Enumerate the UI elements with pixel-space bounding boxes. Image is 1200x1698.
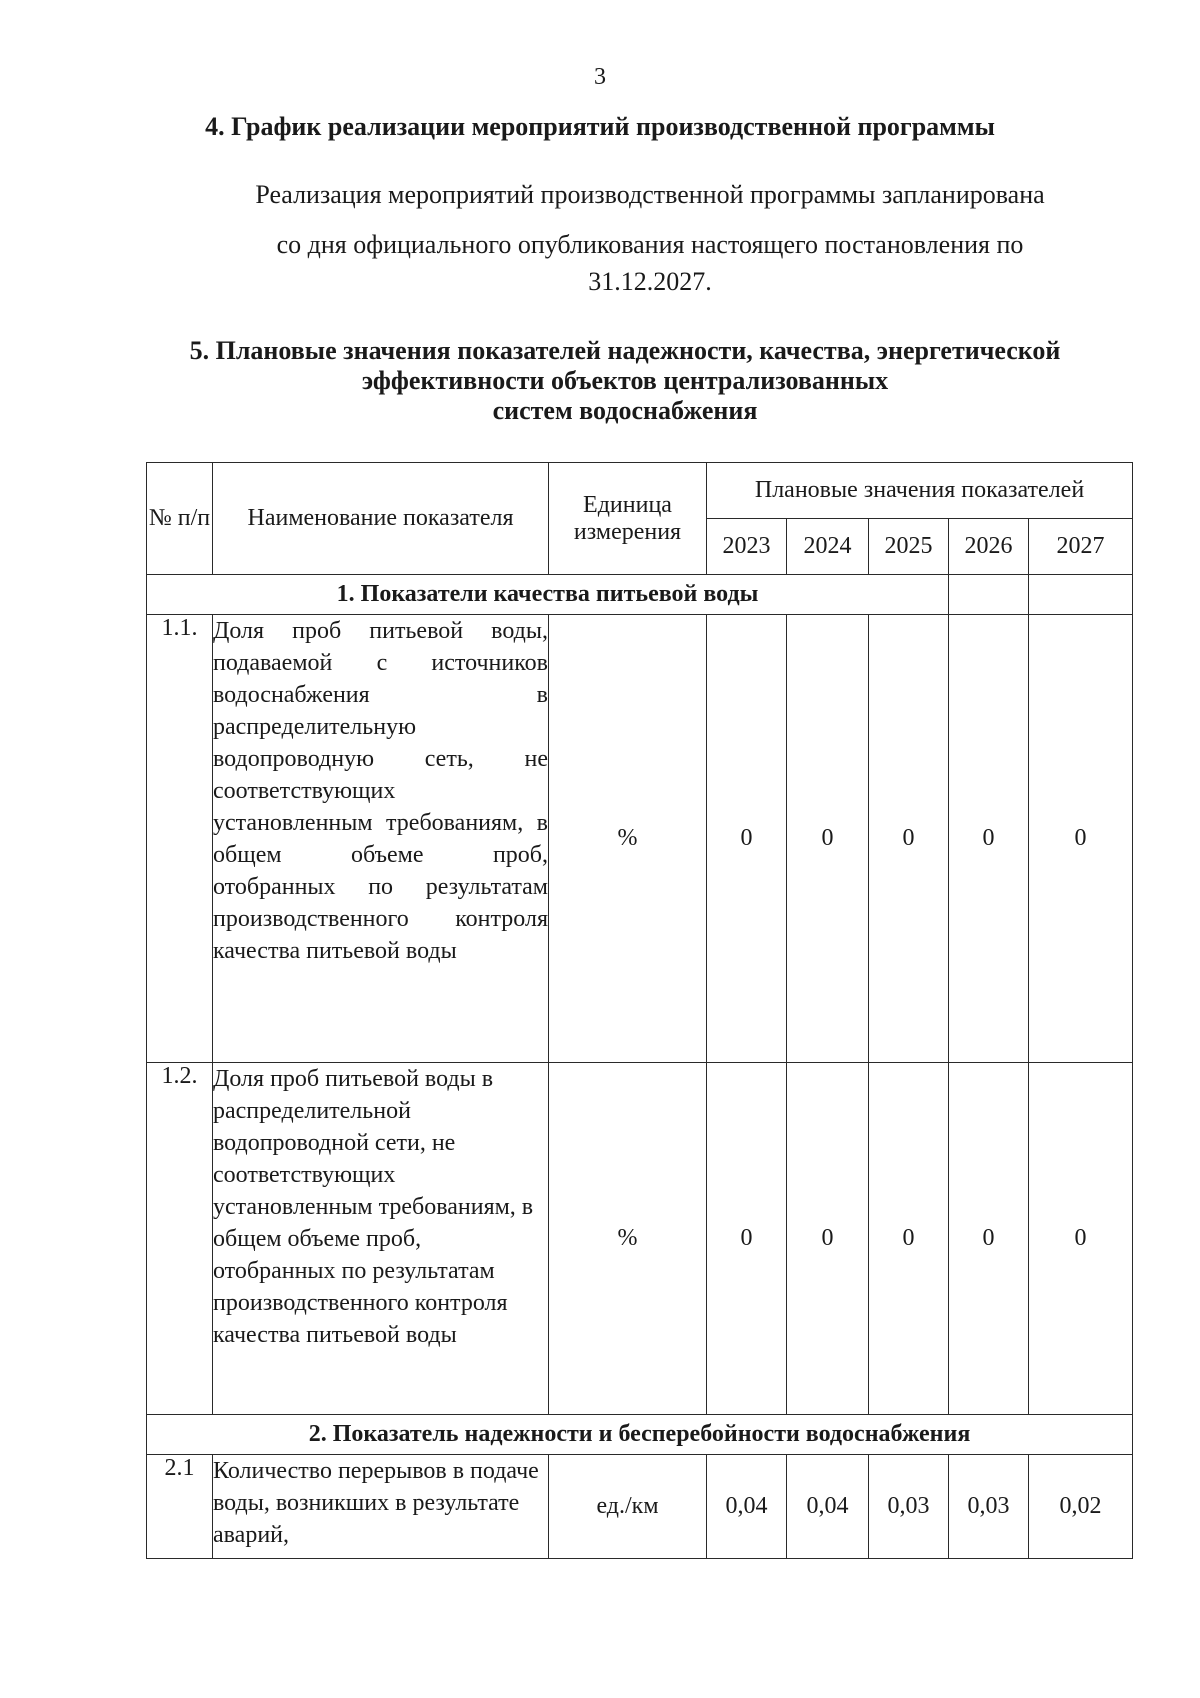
value-2027: 0,02: [1029, 1455, 1133, 1559]
value-2026: 0: [949, 1063, 1029, 1415]
value-2024: 0: [787, 1063, 869, 1415]
value-2027: 0: [1029, 1063, 1133, 1415]
header-unit: Единица измерения: [549, 463, 707, 575]
group-2-label: 2. Показатель надежности и бесперебойности водоснабжения: [147, 1415, 1133, 1455]
section-4-paragraph-line-3: 31.12.2027.: [588, 267, 712, 296]
row-number: 1.1.: [147, 615, 213, 1063]
section-5-heading-line-2: эффективности объектов централизованных: [361, 366, 889, 395]
value-2027: 0: [1029, 615, 1133, 1063]
indicator-name: Количество перерывов в подаче воды, возникших в результате аварий,: [213, 1455, 549, 1559]
header-planned-values: Плановые значения показателей: [707, 463, 1133, 519]
table-row: [147, 615, 1133, 1063]
header-year-2025: 2025: [869, 519, 949, 575]
group-row-1: [147, 575, 1133, 615]
header-year-2026: 2026: [949, 519, 1029, 575]
row-number: 1.2.: [147, 1063, 213, 1415]
value-2023: 0,04: [707, 1455, 787, 1559]
group-row-2: [147, 1415, 1133, 1455]
section-4-heading: 4. График реализации мероприятий производственной программы: [205, 112, 995, 141]
table-row: [147, 1455, 1133, 1559]
section-4-paragraph-line-1: Реализация мероприятий производственной программы запланирована: [255, 180, 1045, 209]
header-year-2024: 2024: [787, 519, 869, 575]
header-year-2027: 2027: [1029, 519, 1133, 575]
indicators-table: [146, 462, 1133, 1559]
row-number: 2.1: [147, 1455, 213, 1559]
page-number: 3: [594, 64, 606, 90]
indicator-name: Доля проб питьевой воды в распределительной водопроводной сети, не соответствующих установленным требованиям, в общем объеме проб, отобранных по результатам производственного контроля качества питьевой воды: [213, 1063, 549, 1415]
section-5-heading-line-3: систем водоснабжения: [492, 396, 758, 425]
value-2025: 0: [869, 1063, 949, 1415]
unit-cell: ед./км: [549, 1455, 707, 1559]
unit-cell: %: [549, 615, 707, 1063]
section-5-heading-line-1: 5. Плановые значения показателей надежности, качества, энергетической: [189, 336, 1061, 365]
empty-cell: [949, 575, 1029, 615]
header-number: № п/п: [147, 463, 213, 575]
empty-cell: [1029, 575, 1133, 615]
value-2025: 0: [869, 615, 949, 1063]
indicator-name: Доля проб питьевой воды, подаваемой с источников водоснабжения в распределительную водопроводную сеть, не соответствующих установленным требованиям, в общем объеме проб, отобранных по результатам производственного контроля качества питьевой воды: [213, 615, 549, 1063]
group-1-label: 1. Показатели качества питьевой воды: [147, 575, 949, 615]
value-2024: 0: [787, 615, 869, 1063]
section-4-paragraph-line-2: со дня официального опубликования настоящего постановления по: [276, 230, 1024, 259]
value-2023: 0: [707, 1063, 787, 1415]
value-2023: 0: [707, 615, 787, 1063]
section-4-paragraph-lines: [180, 226, 1120, 300]
value-2026: 0: [949, 615, 1029, 1063]
unit-cell: %: [549, 1063, 707, 1415]
table-row: [147, 1063, 1133, 1415]
header-year-2023: 2023: [707, 519, 787, 575]
header-row-1: [147, 463, 1133, 519]
section-5-heading: [150, 336, 1100, 426]
value-2026: 0,03: [949, 1455, 1029, 1559]
value-2025: 0,03: [869, 1455, 949, 1559]
header-indicator-name: Наименование показателя: [213, 463, 549, 575]
value-2024: 0,04: [787, 1455, 869, 1559]
